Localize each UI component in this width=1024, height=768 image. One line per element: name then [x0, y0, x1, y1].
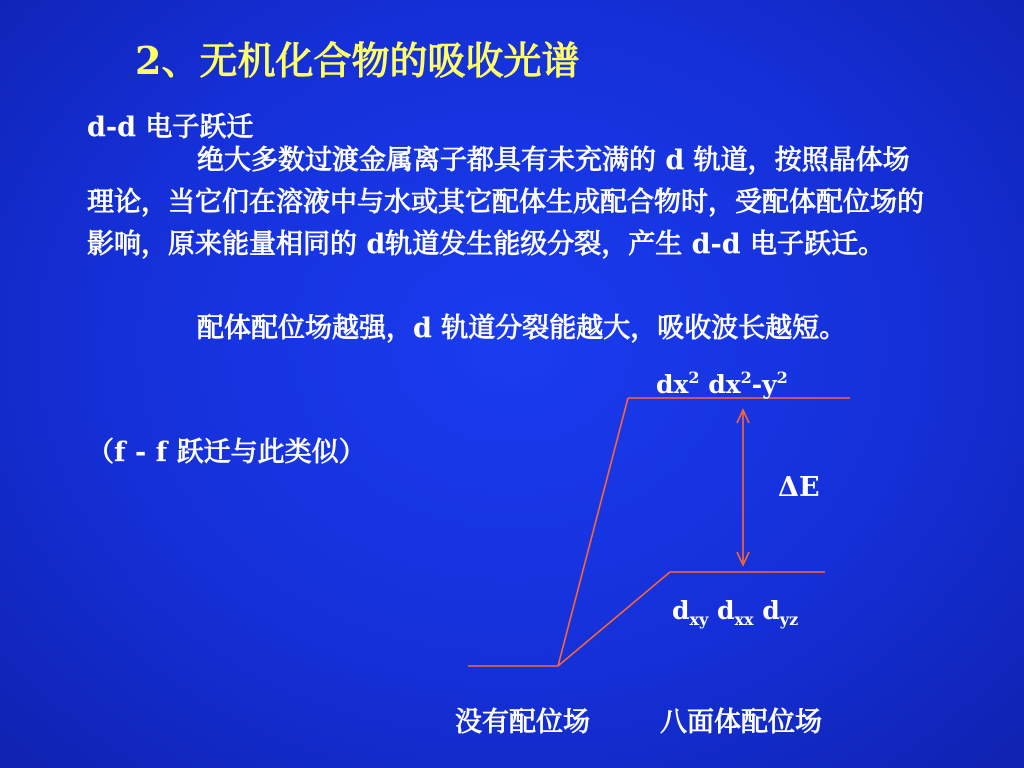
label-part: -y [751, 370, 777, 399]
label-sub: xy [689, 610, 709, 629]
label-part: d [708, 596, 735, 625]
label-part: dx [656, 370, 689, 399]
arrow-up-head [737, 410, 749, 423]
page-title: 2、无机化合物的吸收光谱 [135, 38, 580, 83]
label-sup: 2 [688, 368, 700, 387]
paragraph-2-text: 配体配位场越强，d 轨道分裂能越大，吸收波长越短。 [197, 313, 847, 344]
no-field-caption: 没有配位场 [455, 707, 590, 738]
paragraph-1-text: 绝大多数过渡金属离子都具有未充满的 d 轨道，按照晶体场理论，当它们在溶液中与水或其它配体生成配合物时，受配体配位场的影响，原来能量相同的 d轨道发生能级分裂，产生 d-d 电子跃迁。 [87, 145, 924, 260]
label-part: dx [699, 370, 741, 399]
arrow-down-head [737, 552, 749, 565]
lower-orbital-label [672, 596, 798, 629]
delta-e-label: ΔE [778, 472, 820, 503]
octahedral-field-caption: 八面体配位场 [660, 707, 822, 738]
label-sup: 2 [776, 368, 788, 387]
label-sup: 2 [740, 368, 752, 387]
label-sub: xx [734, 610, 754, 629]
section-heading: d-d 电子跃迁 [87, 112, 254, 143]
paragraph-2 [87, 308, 927, 350]
connector-lower [558, 572, 670, 666]
label-part: d [672, 596, 690, 625]
connector-upper [558, 398, 628, 666]
label-sub: yz [779, 610, 799, 629]
ff-transition-note: （f - f 跃迁与此类似） [87, 437, 366, 468]
paragraph-1 [87, 140, 927, 266]
label-part: d [753, 596, 780, 625]
upper-orbital-label [656, 368, 788, 399]
